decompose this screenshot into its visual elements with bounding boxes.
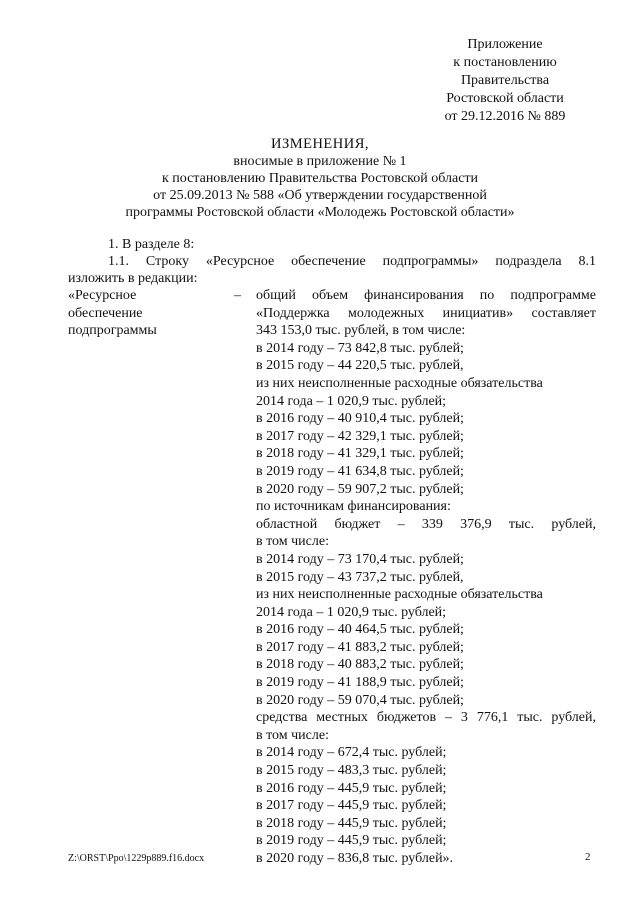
title-line: вносимые в приложение № 1 (233, 154, 407, 169)
resource-value-line: в 2018 году – 445,9 тыс. рублей; (256, 815, 447, 831)
title-heading: ИЗМЕНЕНИЯ, (270, 136, 370, 152)
title-line: к постановлению Правительства Ростовской области (161, 171, 479, 186)
resource-value-line: общий объем финансирования по подпрограмме (256, 288, 596, 303)
section-item-1-1: 1.1. Строку «Ресурсное обеспечение подпрограммы» подраздела 8.1 (108, 254, 596, 269)
appendix-header (420, 36, 590, 126)
resource-values-column (256, 287, 596, 868)
document-title (90, 136, 550, 221)
resource-value-line: областной бюджет – 339 376,9 тыс. рублей, (256, 516, 596, 532)
resource-value-line: в 2017 году – 42 329,1 тыс. рублей; (256, 428, 464, 444)
section-item-1-1-continuation: изложить в редакции: (68, 271, 198, 286)
resource-value-line: 343 153,0 тыс. рублей, в том числе: (256, 323, 466, 339)
resource-value-line: в 2018 году – 40 883,2 тыс. рублей; (256, 657, 464, 673)
resource-value-line: в 2017 году – 445,9 тыс. рублей; (256, 798, 447, 814)
resource-value-line: в 2015 году – 43 737,2 тыс. рублей, (256, 569, 464, 585)
resource-value-line: по источникам финансирования: (256, 499, 451, 515)
resource-value-line: в 2019 году – 41 634,8 тыс. рублей; (256, 463, 464, 479)
resource-value-line: в 2015 году – 44 220,5 тыс. рублей, (256, 358, 464, 374)
section-item-1: 1. В разделе 8: (108, 237, 195, 252)
resource-value-line: в 2019 году – 41 188,9 тыс. рублей; (256, 675, 464, 691)
footer-file-path: Z:\ORST\Ppo\1229p889.f16.docx (68, 853, 205, 864)
appendix-line: к постановлению (453, 55, 557, 70)
resource-value-line: в 2016 году – 40 910,4 тыс. рублей; (256, 411, 464, 427)
title-line: от 25.09.2013 № 588 «Об утверждении государственной (153, 188, 487, 203)
resource-value-line: в том числе: (256, 727, 329, 743)
resource-label-line: подпрограммы (68, 323, 157, 339)
resource-value-line: из них неисполненные расходные обязательства (256, 587, 543, 603)
resource-value-line: 2014 года – 1 020,9 тыс. рублей; (256, 604, 447, 620)
title-line: программы Ростовской области «Молодежь Ростовской области» (125, 205, 515, 220)
separator-dash: – (234, 288, 241, 303)
appendix-line: Правительства (460, 73, 550, 88)
resource-value-line: в 2016 году – 40 464,5 тыс. рублей; (256, 622, 464, 638)
resource-value-line: в 2018 году – 41 329,1 тыс. рублей; (256, 446, 464, 462)
resource-value-line: в 2016 году – 445,9 тыс. рублей; (256, 780, 447, 796)
resource-value-line: в 2017 году – 41 883,2 тыс. рублей; (256, 639, 464, 655)
section-intro (68, 236, 596, 287)
resource-value-line: в 2020 году – 59 907,2 тыс. рублей; (256, 481, 464, 497)
appendix-line: Ростовской области (446, 91, 564, 106)
resource-value-line: 2014 года – 1 020,9 тыс. рублей; (256, 393, 447, 409)
resource-label-line: «Ресурсное (68, 288, 137, 303)
resource-value-line: в 2020 году – 59 070,4 тыс. рублей; (256, 692, 464, 708)
appendix-line: Приложение (467, 37, 543, 52)
page-number: 2 (585, 851, 591, 863)
resource-value-line: из них неисполненные расходные обязательства (256, 375, 543, 391)
resource-value-line: «Поддержка молодежных инициатив» составляет (256, 305, 596, 321)
resource-label-line: обеспечение (68, 305, 143, 321)
resource-value-line: в 2014 году – 672,4 тыс. рублей; (256, 745, 447, 761)
resource-value-line: средства местных бюджетов – 3 776,1 тыс. рублей, (256, 710, 596, 726)
resource-label-column (68, 287, 218, 340)
resource-value-line: в 2014 году – 73 842,8 тыс. рублей; (256, 340, 464, 356)
resource-value-line: в том числе: (256, 534, 329, 550)
resource-value-line: в 2015 году – 483,3 тыс. рублей; (256, 763, 447, 779)
resource-value-line: в 2019 году – 445,9 тыс. рублей; (256, 833, 447, 849)
resource-value-line: в 2020 году – 836,8 тыс. рублей». (256, 851, 454, 866)
resource-value-line: в 2014 году – 73 170,4 тыс. рублей; (256, 551, 464, 567)
appendix-line: от 29.12.2016 № 889 (444, 109, 566, 124)
